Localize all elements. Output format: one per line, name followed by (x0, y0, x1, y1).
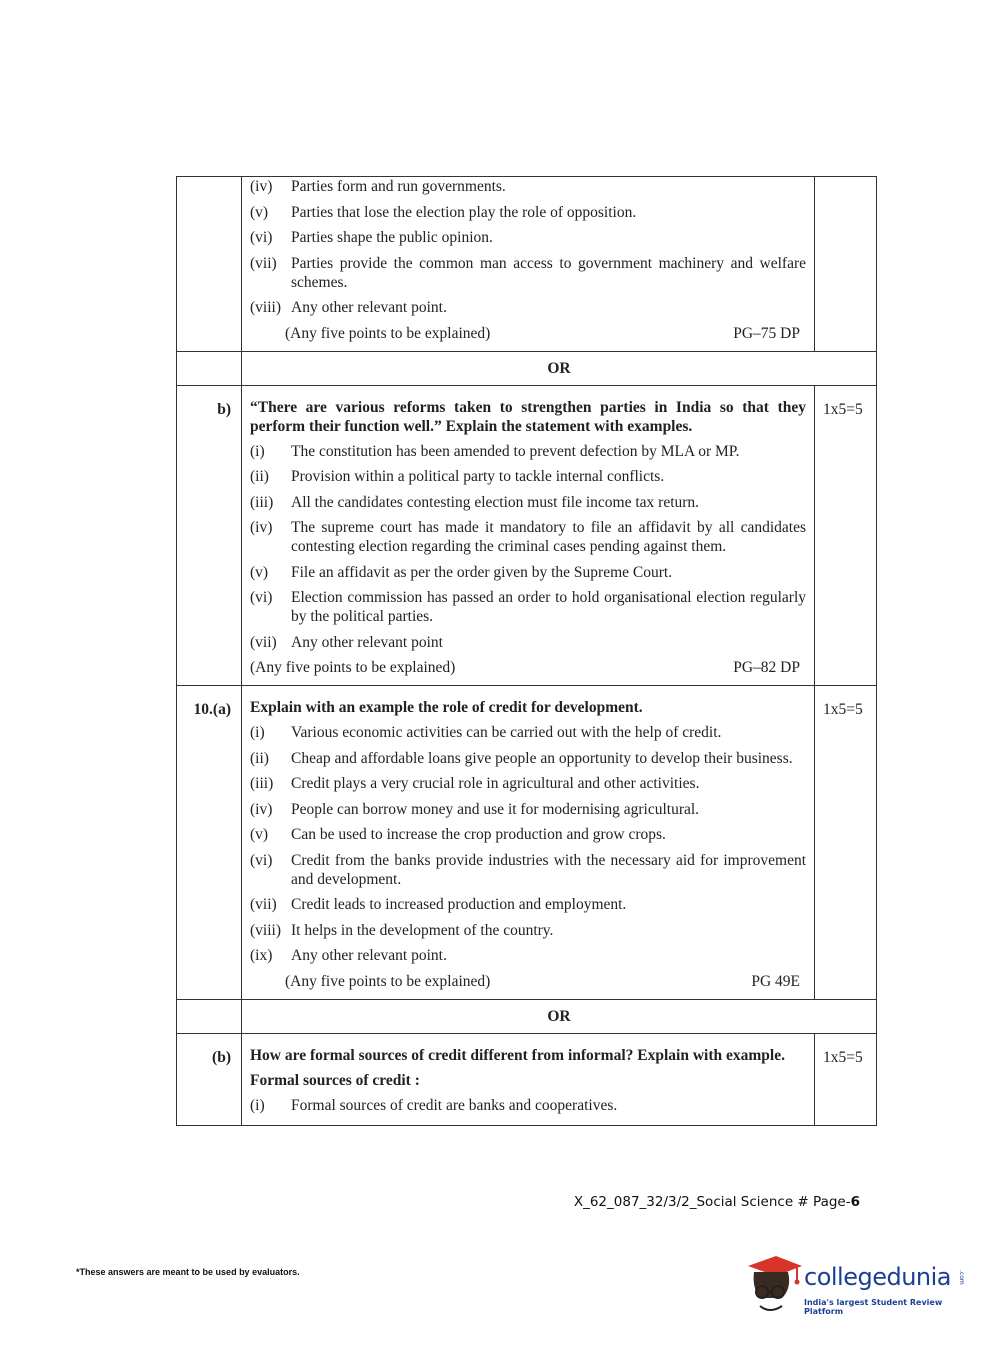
item-number: (v) (250, 826, 269, 843)
or-row (177, 999, 877, 1033)
item-text: Parties form and run governments. (291, 178, 506, 195)
item-number: (iii) (250, 493, 274, 511)
page-number: 6 (850, 1194, 860, 1210)
logo-domain-suffix: .com (958, 1270, 965, 1285)
question-number-cell (177, 177, 242, 352)
list-item (250, 851, 806, 889)
item-number: (vii) (250, 633, 277, 651)
answer-key-table (176, 176, 877, 1126)
empty-cell (177, 351, 242, 385)
scoring-note (285, 324, 800, 343)
item-number: (iv) (250, 519, 273, 536)
question-text: Explain with an example the role of credit for development. (250, 699, 643, 716)
subheading: Formal sources of credit : (250, 1071, 420, 1089)
item-text: People can borrow money and use it for modernising agricultural. (291, 800, 700, 818)
item-number: (vii) (250, 254, 277, 272)
answer-cell (242, 1033, 815, 1126)
q10a-row (177, 686, 877, 1000)
list-item (250, 633, 806, 652)
item-text: Can be used to increase the crop production and grow crops. (291, 826, 666, 843)
marks-cell (815, 177, 877, 352)
item-number: (i) (250, 442, 265, 460)
question-number: 10.(a) (177, 686, 242, 1000)
item-number: (i) (250, 1096, 265, 1114)
answer-cell (242, 686, 815, 1000)
item-text: Election commission has passed an order to hold organisational election regularly by the political parties. (291, 589, 806, 625)
logo-wordmark: collegedunia (804, 1263, 952, 1291)
page-footer-reference (574, 1194, 860, 1210)
item-text: The constitution has been amended to prevent defection by MLA or MP. (291, 442, 740, 460)
item-text: Credit plays a very crucial role in agricultural and other activities. (291, 775, 700, 792)
list-item (250, 774, 806, 793)
item-text: Cheap and affordable loans give people an opportunity to develop their business. (291, 749, 793, 767)
list-item (250, 228, 806, 247)
list-item (250, 921, 806, 940)
marks-value: 1x5=5 (815, 1033, 877, 1126)
note-text: (Any five points to be explained) (285, 972, 491, 990)
item-text: Various economic activities can be carried out with the help of credit. (291, 724, 722, 741)
item-text: Parties shape the public opinion. (291, 229, 493, 246)
item-text: Parties provide the common man access to government machinery and welfare schemes. (291, 254, 806, 291)
item-number: (i) (250, 724, 265, 741)
item-text: Any other relevant point. (291, 299, 447, 316)
list-item (250, 825, 806, 844)
list-item (250, 563, 806, 582)
scoring-note (250, 658, 800, 677)
item-text: Formal sources of credit are banks and cooperatives. (291, 1096, 618, 1114)
item-number: (vi) (250, 229, 273, 246)
item-text: Parties that lose the election play the role of opposition. (291, 203, 637, 221)
or-row (177, 351, 877, 385)
list-item (250, 254, 806, 292)
list-item (250, 518, 806, 556)
q9b-row (177, 385, 877, 686)
question-text: “There are various reforms taken to strengthen parties in India so that they perform their function well.” Explain the statement with examples. (250, 398, 806, 435)
item-number: (vii) (250, 896, 277, 913)
list-item (250, 177, 806, 196)
list-item (250, 588, 806, 626)
q10b-row (177, 1033, 877, 1126)
list-item (250, 800, 806, 819)
list-item (250, 493, 806, 512)
list-item (250, 442, 806, 461)
footer-ref-text: X_62_087_32/3/2_Social Science # Page- (573, 1194, 851, 1210)
list-item (250, 203, 806, 222)
marks-value: 1x5=5 (815, 686, 877, 1000)
list-item (250, 946, 806, 965)
question-number: (b) (177, 1033, 242, 1126)
mascot-icon (742, 1250, 806, 1320)
answer-cell (242, 385, 815, 686)
list-item (250, 298, 806, 317)
or-separator: OR (242, 999, 877, 1033)
answer-cell (242, 177, 815, 352)
collegedunia-logo (742, 1250, 972, 1320)
item-number: (ii) (250, 749, 269, 767)
or-separator: OR (242, 351, 877, 385)
item-number: (ix) (250, 947, 273, 964)
empty-cell (177, 999, 242, 1033)
item-text: Credit from the banks provide industries with the necessary aid for improvement and development. (291, 851, 806, 888)
item-text: Any other relevant point. (291, 947, 447, 964)
item-text: The supreme court has made it mandatory to file an affidavit by all candidates contesting election regarding the criminal cases pending against them. (291, 519, 806, 555)
item-number: (ii) (250, 468, 269, 485)
evaluator-disclaimer: *These answers are meant to be used by evaluators. (76, 1267, 300, 1277)
item-number: (iv) (250, 800, 273, 818)
item-number: (iii) (250, 775, 274, 792)
list-item (250, 749, 806, 768)
item-number: (vi) (250, 851, 273, 869)
item-text: File an affidavit as per the order given by the Supreme Court. (291, 563, 673, 581)
note-text: (Any five points to be explained) (250, 659, 456, 676)
page-reference: PG–82 DP (733, 659, 800, 676)
marks-value: 1x5=5 (815, 385, 877, 686)
item-text: Any other relevant point (291, 633, 443, 651)
item-text: All the candidates contesting election must file income tax return. (291, 493, 700, 511)
question-text: How are formal sources of credit different from informal? Explain with example. (250, 1046, 785, 1064)
logo-tagline: India's largest Student Review Platform (804, 1298, 943, 1316)
note-text: (Any five points to be explained) (285, 324, 491, 342)
item-text: Credit leads to increased production and employment. (291, 896, 627, 913)
list-item (250, 1096, 806, 1115)
item-number: (iv) (250, 178, 273, 195)
item-number: (vi) (250, 589, 273, 606)
list-item (250, 895, 806, 914)
item-text: Provision within a political party to tackle internal conflicts. (291, 468, 665, 485)
q9a-continued-row (177, 177, 877, 352)
item-number: (viii) (250, 921, 281, 939)
scoring-note (285, 972, 800, 991)
page-reference: PG–75 DP (733, 324, 800, 342)
item-number: (v) (250, 563, 269, 581)
question-number: b) (177, 385, 242, 686)
list-item (250, 467, 806, 486)
item-text: It helps in the development of the country. (291, 921, 554, 939)
item-number: (v) (250, 203, 269, 221)
page-reference: PG 49E (751, 972, 800, 990)
item-number: (viii) (250, 299, 281, 316)
list-item (250, 723, 806, 742)
